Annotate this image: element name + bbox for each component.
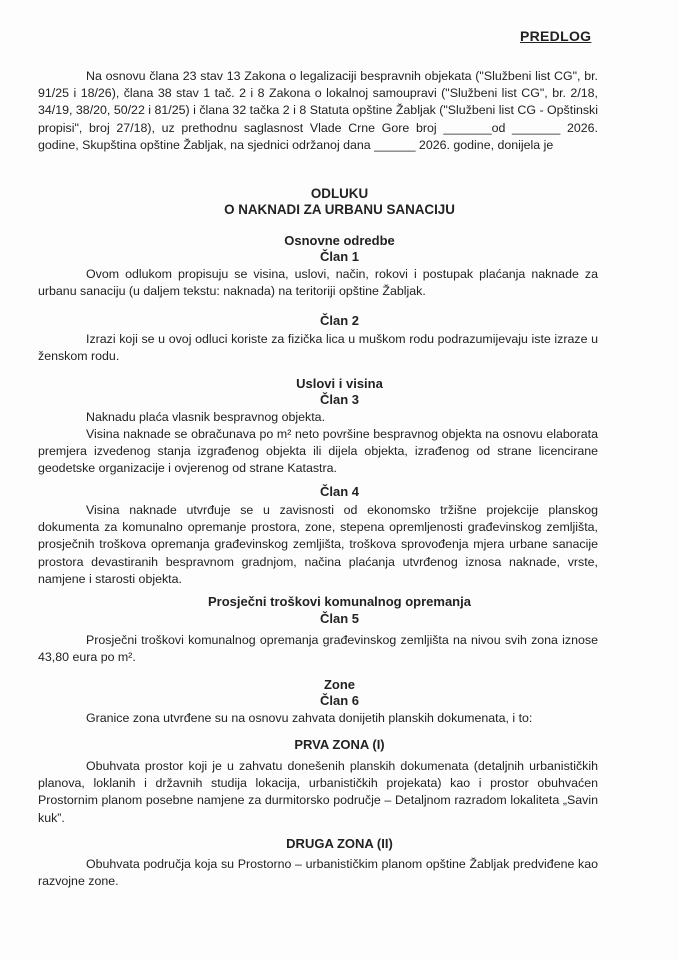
article-1-text: Ovom odlukom propisuju se visina, uslovi, način, rokovi i postupak plaćanja naknade za urbanu sanaciju (u daljem tekstu: naknada) na teritoriji opštine Žabljak. bbox=[38, 267, 598, 299]
decision-subtitle: O NAKNADI ZA URBANU SANACIJU bbox=[224, 202, 455, 217]
section-heading-troskovi: Prosječni troškovi komunalnog opremanja bbox=[208, 594, 471, 609]
preamble: Na osnovu člana 23 stav 13 Zakona o legalizaciji bespravnih objekata ("Službeni list CG", br. 91/25 i 18/26), člana 38 stav 1 tač. 2 i 8 Zakona o lokalnoj samoupravi ("Službeni list CG", br. 2/18, 34/19, 38/20, 50/22 i 81/25) i člana 32 tačka 2 i 8 Statuta opštine Žabljak ("Službeni list CG - Opštinski propisi", broj 27/18), uz prethodnu saglasnost Vlade Crne Gore broj _______od _______ 2026. godine, Skupština opštine Žabljak, na sjednici održanoj dana ______ 2026. godine, donijela je bbox=[38, 69, 598, 152]
zone-heading-druga: DRUGA ZONA (II) bbox=[286, 836, 393, 851]
article-heading-3: Član 3 bbox=[319, 392, 359, 407]
article-5-text: Prosječni troškovi komunalnog opremanja građevinskog zemljišta na nivou svih zona iznose 43,80 eura po m². bbox=[38, 633, 598, 665]
article-3-text-1: Naknadu plaća vlasnik bespravnog objekta. bbox=[86, 410, 326, 424]
article-heading-4: Član 4 bbox=[319, 484, 359, 499]
zone-druga-text: Obuhvata područja koja su Prostorno – urbanističkim planom opštine Žabljak predviđene kao razvojne zone. bbox=[38, 857, 598, 889]
article-heading-1: Član 1 bbox=[319, 249, 359, 264]
article-heading-5: Član 5 bbox=[319, 611, 359, 626]
zone-heading-prva: PRVA ZONA (I) bbox=[294, 737, 385, 752]
article-3-text-2: Visina naknade se obračunava po m² neto površine bespravnog objekta na osnovu elaborata premjera izvedenog stanja izgrađenog objekta ili dijela objekta, izrađenog od strane licencirane geodetske organizacije i ovjerenog od strane Katastra. bbox=[38, 427, 598, 476]
section-heading-osnovne: Osnovne odredbe bbox=[284, 233, 395, 248]
decision-title: ODLUKU bbox=[310, 186, 369, 201]
predlog-label: PREDLOG bbox=[520, 28, 592, 44]
article-6-text: Granice zona utvrđene su na osnovu zahvata donijetih planskih dokumenata, i to: bbox=[86, 711, 533, 725]
article-2-text: Izrazi koji se u ovoj odluci koriste za fizička lica u muškom rodu podrazumijevaju iste izraze u ženskom rodu. bbox=[38, 332, 598, 364]
section-heading-uslovi: Uslovi i visina bbox=[296, 376, 383, 391]
article-4-text: Visina naknade utvrđuje se u zavisnosti od ekonomsko tržišne projekcije planskog dokumenta za komunalno opremanje prostora, zone, stepena opremljenosti građevinskog zemljišta, prosječnih troškova opremanja građevinskog zemljišta, troškova sprovođenja mjera urbane sanacije prostora devastiranih bespravnom gradnjom, načina plaćanja utvrđenog iznosa naknade, vrste, namjene i starosti objekta. bbox=[38, 503, 598, 586]
article-heading-6: Član 6 bbox=[319, 693, 359, 708]
section-heading-zone: Zone bbox=[323, 677, 356, 692]
article-heading-2: Član 2 bbox=[319, 313, 359, 328]
zone-prva-text: Obuhvata prostor koji je u zahvatu donešenih planskih dokumenata (detaljnih urbanističkih planova, loklanih i državnih studija lokacija, urbanističkih projekata) kao i prostor obuhvaćen Prostornim planom posebne namjene za durmitorsko područje – Detaljnom razradom lokaliteta „Savin kuk”. bbox=[38, 759, 598, 825]
